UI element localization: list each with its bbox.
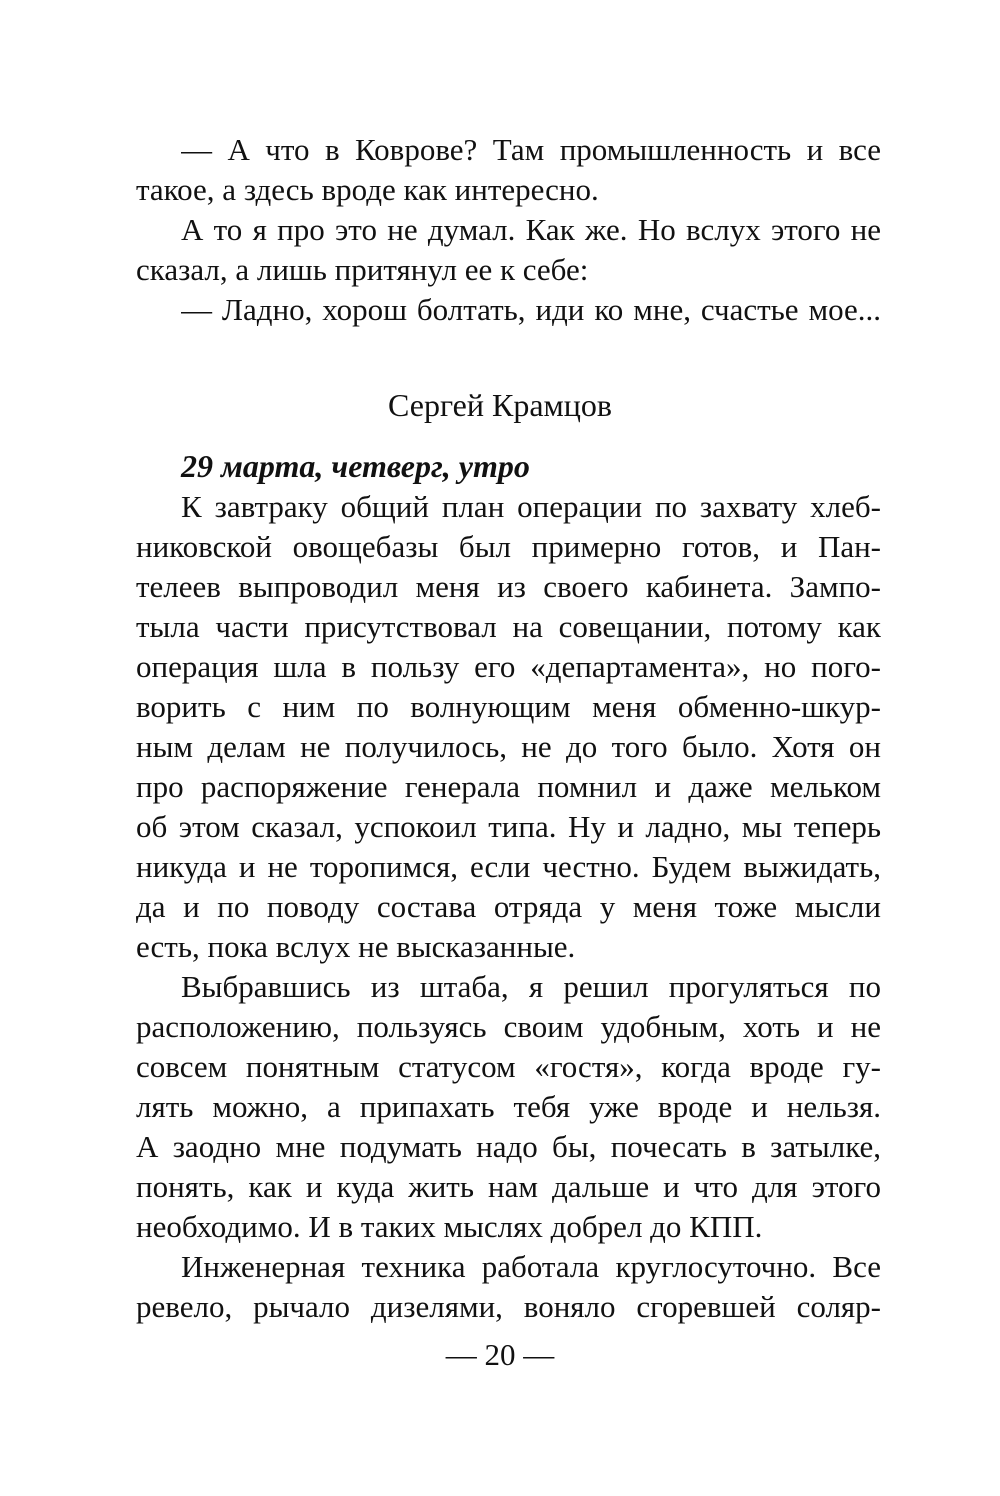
body-line: К завтраку общий план операции по захвату хлеб- <box>181 489 881 524</box>
body-line: лять можно, а припахать тебя уже вроде и нельзя. <box>136 1089 881 1124</box>
body-line: Выбравшись из штаба, я решил прогуляться по <box>181 969 881 1004</box>
intro-line: такое, а здесь вроде как интересно. <box>136 172 599 207</box>
body-line: об этом сказал, успокоил типа. Ну и ладно, мы теперь <box>136 809 881 844</box>
intro-line: — А что в Коврове? Там промышленность и все <box>181 132 881 167</box>
body-line: необходимо. И в таких мыслях добрел до КПП. <box>136 1209 763 1244</box>
body-line: ным делам не получилось, не до того было. Хотя он <box>136 729 881 764</box>
body-line: есть, пока вслух не высказанные. <box>136 929 576 964</box>
page-number: — 20 — <box>445 1337 555 1372</box>
intro-line: сказал, а лишь притянул ее к себе: <box>136 252 589 287</box>
intro-line: — Ладно, хорош болтать, иди ко мне, счастье мое... <box>181 292 881 327</box>
body-line: А заодно мне подумать надо бы, почесать в затылке, <box>136 1129 881 1164</box>
body-line: ворить с ним по волнующим меня обменно-шкур- <box>136 689 881 724</box>
body-line: тыла части присутствовал на совещании, потому как <box>136 609 881 644</box>
body-line: да и по поводу состава отряда у меня тоже мысли <box>136 889 881 924</box>
body-line: про распоряжение генерала помнил и даже мельком <box>136 769 881 804</box>
body-line: понять, как и куда жить нам дальше и что для этого <box>136 1169 881 1204</box>
intro-line: А то я про это не думал. Как же. Но вслух этого не <box>181 212 881 247</box>
body-line: Инженерная техника работала круглосуточно. Все <box>181 1249 881 1284</box>
body-line: телеев выпроводил меня из своего кабинета. Зампо- <box>136 569 881 604</box>
body-line: совсем понятным статусом «гостя», когда вроде гу- <box>136 1049 881 1084</box>
body-line: ревело, рычало дизелями, воняло сгоревшей соляр- <box>136 1289 881 1324</box>
body-line: никовской овощебазы был примерно готов, и Пан- <box>136 529 881 564</box>
section-dateline: 29 марта, четверг, утро <box>181 448 530 484</box>
body-line: расположению, пользуясь своим удобным, хоть и не <box>136 1009 881 1044</box>
body-line: никуда и не торопимся, если честно. Будем выжидать, <box>136 849 881 884</box>
section-heading: Сергей Крамцов <box>388 387 612 423</box>
body-line: операция шла в пользу его «департамента», но пого- <box>136 649 881 684</box>
